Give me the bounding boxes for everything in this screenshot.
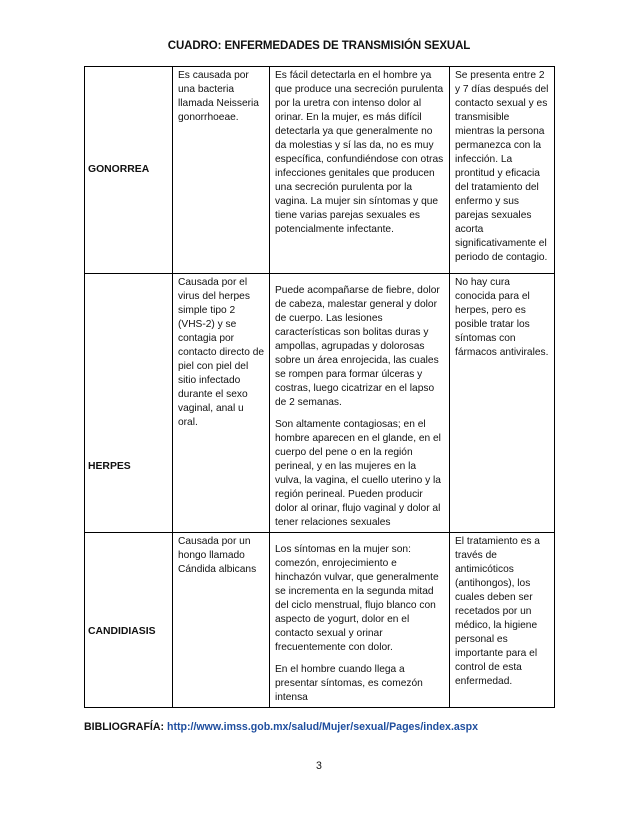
symptoms-cell [270,533,450,708]
table-row-candidiasis [85,533,555,708]
cause-cell: Causada por un hongo llamado Cándida albicans [173,533,270,708]
bibliography-link[interactable]: http://www.imss.gob.mx/salud/Mujer/sexual/Pages/index.aspx [167,721,479,733]
cause-cell: Es causada por una bacteria llamada Neisseria gonorrhoeae. [173,67,270,274]
symptoms-cell [270,274,450,533]
treatment-cell: Se presenta entre 2 y 7 días después del contacto sexual y es transmisible mientras la persona permanezca con la infección. La prontitud y eficacia del tratamiento del enfermo y sus parejas sexuales acorta significativamente el periodo de contagio. [450,67,555,274]
bibliography-label: BIBLIOGRAFÍA: [84,721,165,733]
treatment-cell: El tratamiento es a través de antimicóticos (antihongos), los cuales deben ser recetados por un médico, la higiene personal es importante para el control de esta enfermedad. [450,533,555,708]
page-title: CUADRO: ENFERMEDADES DE TRANSMISIÓN SEXUAL [167,40,471,52]
symptoms-cell [270,67,450,274]
table-row-herpes [85,274,555,533]
cause-cell: Causada por el virus del herpes simple tipo 2 (VHS-2) y se contagia por contacto directo de piel con piel del sitio infectado durante el sexo vaginal, anal u oral. [173,274,270,533]
symptoms-paragraph: Puede acompañarse de fiebre, dolor de cabeza, malestar general y dolor de cuerpo. Las lesiones características son bolitas duras y ampollas, agrupadas y dolorosas sobre un área enrojecida, las cuales se rompen para formar úlceras y costras, luego cicatrizar en el lapso de 2 semanas. [275,285,440,408]
symptoms-paragraph: En el hombre cuando llega a presentar síntomas, es comezón intensa [275,664,423,703]
page-number: 3 [316,760,322,772]
symptoms-paragraph: Los síntomas en la mujer son: comezón, enrojecimiento e hinchazón vulvar, que generalmente se incrementa en la segunda mitad del ciclo menstrual, flujo blanco con aspecto de yogurt, dolor en el contacto sexual y orinar frecuentemente con dolor. [275,544,439,653]
std-table [84,66,555,708]
disease-name: HERPES [85,274,173,533]
disease-name: GONORREA [85,67,173,274]
symptoms-paragraph: Es fácil detectarla en el hombre ya que produce una secreción purulenta por la uretra con intenso dolor al orinar. En la mujer, es más difícil detectarla ya que generalmente no da molestias y sí las da, no es muy específica, confundiéndose con otras infecciones genitales que producen una secreción purulenta por la vagina. La mujer sin síntomas y que tiene varias parejas sexuales es potencialmente infectante. [275,70,444,235]
bibliography [84,721,478,733]
disease-name: CANDIDIASIS [85,533,173,708]
table-row-gonorrea [85,67,555,274]
symptoms-paragraph: Son altamente contagiosas; en el hombre aparecen en el glande, en el cuerpo del pene o en la región perineal, y en las mujeres en la vulva, la vagina, el cuello uterino y la región perineal. Pueden producir dolor al orinar, flujo vaginal y dolor al tener relaciones sexuales [275,419,441,528]
treatment-cell: No hay cura conocida para el herpes, pero es posible tratar los síntomas con fármacos antivirales. [450,274,555,533]
